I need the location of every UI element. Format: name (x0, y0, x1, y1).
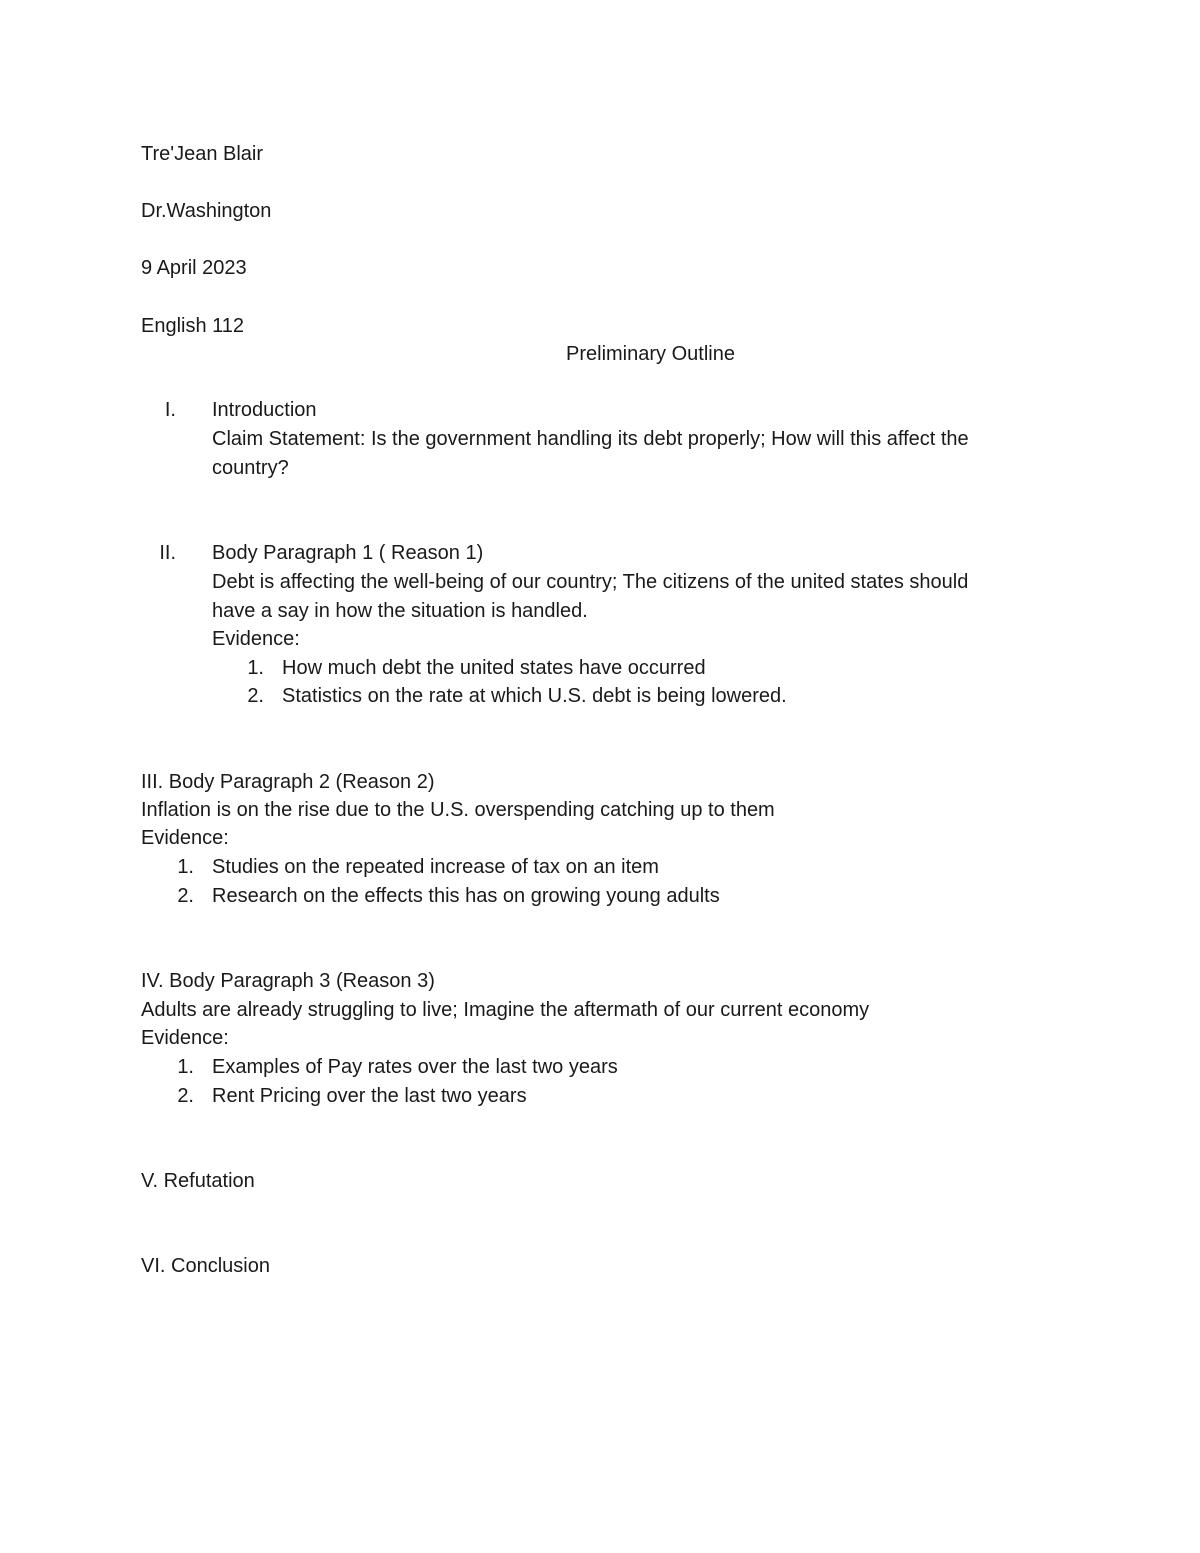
body1-heading: Body Paragraph 1 ( Reason 1) (212, 542, 484, 564)
intro-claim-line1: Claim Statement: Is the government handling its debt properly; How will this affect the (212, 428, 969, 450)
body1-text-line1: Debt is affecting the well-being of our country; The citizens of the united states should (212, 571, 969, 593)
intro-claim-line2: country? (212, 457, 289, 479)
document-date: 9 April 2023 (141, 257, 247, 279)
document-title: Preliminary Outline (566, 343, 735, 365)
body2-evidence-num: 1. (177, 856, 194, 878)
course-name: English 112 (141, 315, 245, 337)
body2-evidence-num: 2. (177, 885, 194, 907)
intro-numeral: I. (164, 399, 176, 421)
intro-heading: Introduction (212, 399, 317, 421)
body1-evidence-num: 1. (247, 657, 264, 679)
body2-evidence-item: Research on the effects this has on growing young adults (212, 885, 720, 907)
body3-evidence-num: 1. (177, 1056, 194, 1078)
body3-text: Adults are already struggling to live; Imagine the aftermath of our current economy (141, 999, 870, 1021)
body3-evidence-label: Evidence: (141, 1027, 229, 1049)
body1-evidence-item: How much debt the united states have occurred (282, 657, 706, 679)
body2-evidence-label: Evidence: (141, 827, 229, 849)
body3-evidence-num: 2. (177, 1085, 194, 1107)
instructor-name: Dr.Washington (141, 200, 272, 222)
body3-heading: IV. Body Paragraph 3 (Reason 3) (141, 970, 435, 992)
conclusion-heading: VI. Conclusion (141, 1255, 270, 1277)
author-name: Tre'Jean Blair (141, 143, 264, 165)
body1-text-line2: have a say in how the situation is handled. (212, 600, 588, 622)
body2-evidence-item: Studies on the repeated increase of tax on an item (212, 856, 659, 878)
body2-heading: III. Body Paragraph 2 (Reason 2) (141, 771, 435, 793)
body2-text: Inflation is on the rise due to the U.S. overspending catching up to them (141, 799, 775, 821)
body1-evidence-label: Evidence: (212, 628, 300, 650)
refutation-heading: V. Refutation (141, 1170, 255, 1192)
body3-evidence-item: Rent Pricing over the last two years (212, 1085, 527, 1107)
body1-evidence-num: 2. (247, 685, 264, 707)
body3-evidence-item: Examples of Pay rates over the last two years (212, 1056, 618, 1078)
body1-numeral: II. (159, 542, 176, 564)
body1-evidence-item: Statistics on the rate at which U.S. debt is being lowered. (282, 685, 787, 707)
